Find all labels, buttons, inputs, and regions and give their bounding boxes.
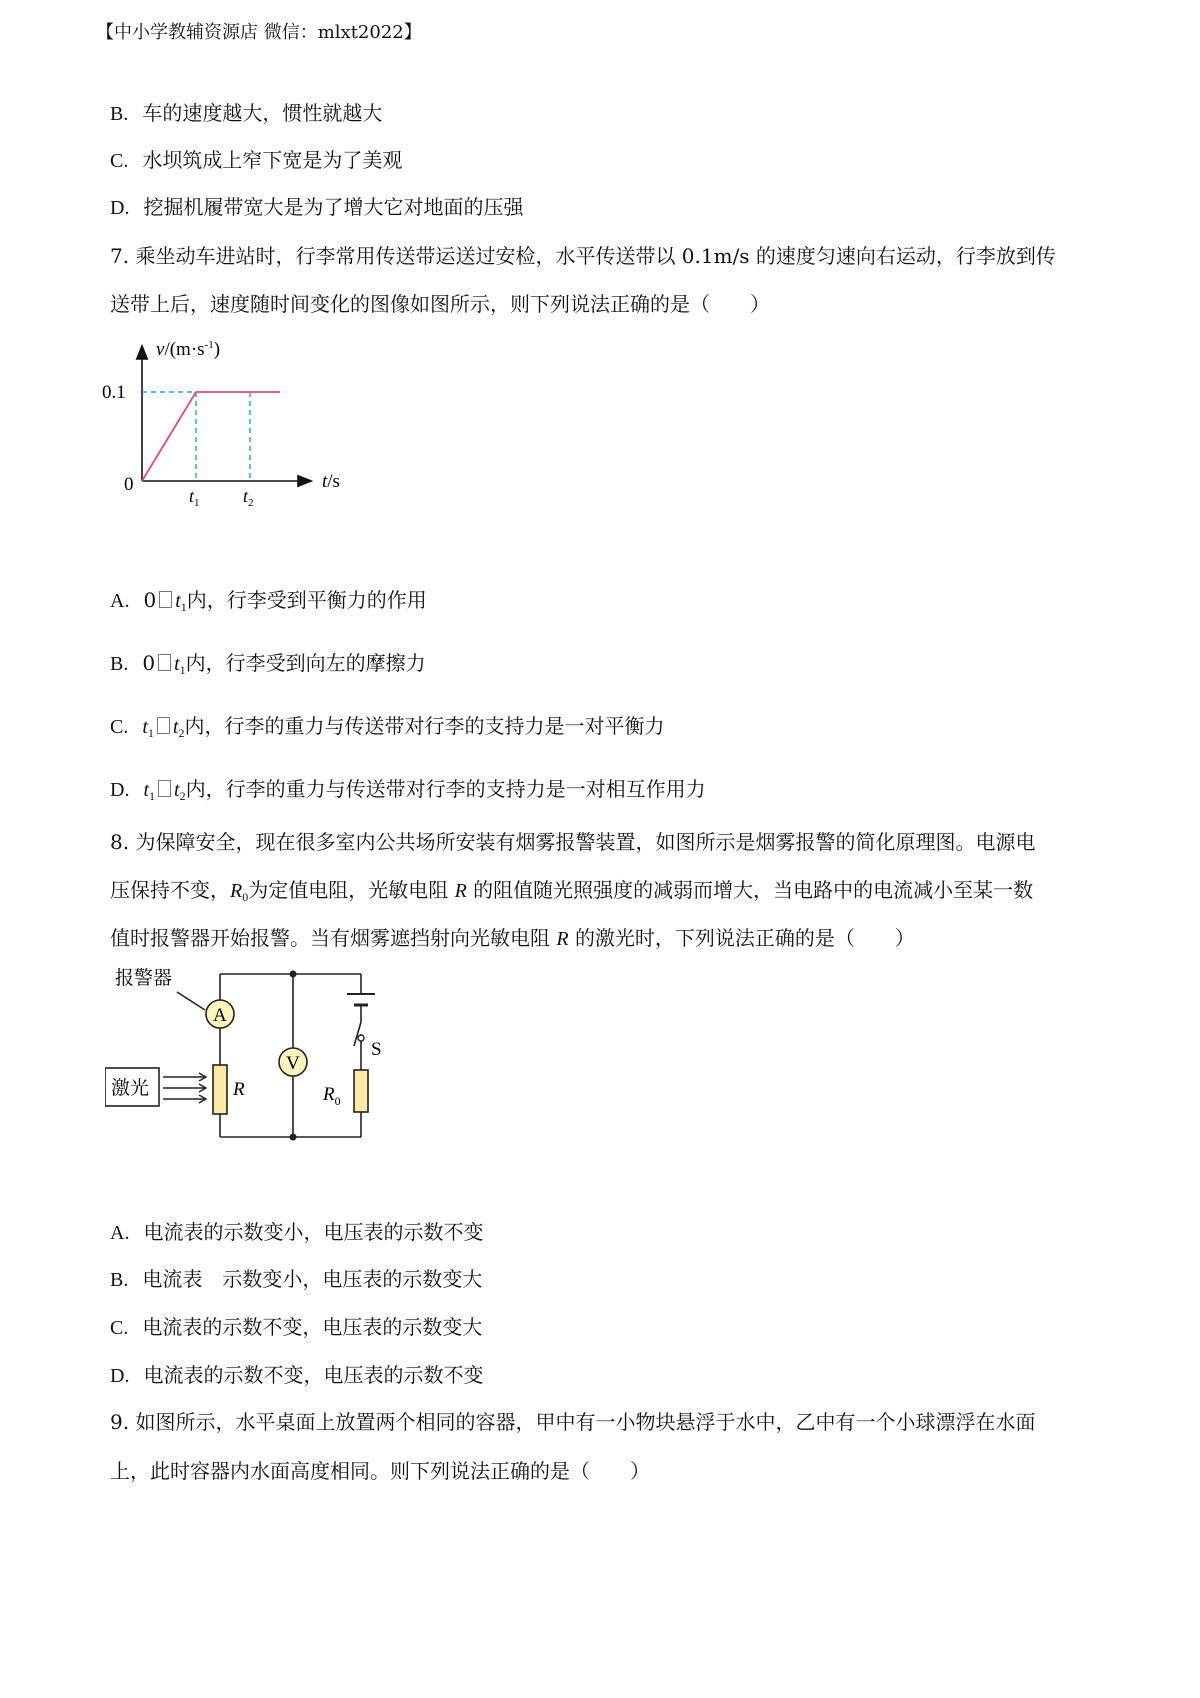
q9-stem-line1: 9. 如图所示，水平桌面上放置两个相同的容器，甲中有一小物块悬浮于水中，乙中有一个小球漂浮在水面: [110, 1410, 1036, 1434]
q6-option-d[interactable]: [110, 194, 523, 221]
text-segment: 的激光时，下列说法正确的是（ ）: [574, 926, 915, 950]
option-letter: B.: [110, 1269, 129, 1291]
option-letter: A.: [110, 590, 130, 612]
q6-option-b[interactable]: [110, 100, 382, 127]
photoresistor-r: [213, 1065, 227, 1114]
option-letter: A.: [110, 1222, 130, 1244]
page-header: 【中小学教辅资源店 微信：mlxt2022】: [96, 22, 422, 43]
r-symbol: R: [454, 880, 467, 902]
text-segment: 值时报警器开始报警。当有烟雾遮挡射向光敏电阻: [110, 926, 550, 950]
option-letter: C.: [110, 1317, 129, 1339]
option-text: 车的速度越大，惯性就越大: [142, 101, 383, 125]
time-symbol: t: [174, 653, 180, 675]
time-symbol: t: [142, 716, 148, 738]
option-letter: B.: [110, 103, 129, 125]
time-symbol: t: [172, 716, 179, 738]
option-letter: D.: [110, 779, 130, 801]
junction-dot: [290, 1134, 297, 1141]
q8-stem-line1: 8. 为保障安全，现在很多室内公共场所安装有烟雾报警装置，如图所示是烟雾报警的简化原理图。电源电: [110, 830, 1036, 854]
option-letter: D.: [110, 197, 130, 219]
option-text: 电流表的示数变小，电压表的示数不变: [143, 1220, 484, 1244]
q8-option-c[interactable]: [110, 1314, 482, 1341]
option-text: 内，行李受到向左的摩擦力: [185, 651, 426, 675]
q7-option-d[interactable]: [110, 776, 706, 809]
option-letter: C.: [110, 150, 129, 172]
option-text: 水坝筑成上窄下宽是为了美观: [142, 148, 403, 172]
t1-tick-label: $t_1$: [189, 486, 200, 509]
time-subscript: 1: [147, 726, 154, 740]
laser-rays: [163, 1073, 206, 1103]
resistor-r-label: R: [233, 1079, 245, 1100]
text-segment: 为定值电阻，光敏电阻: [248, 878, 449, 902]
q7-option-a[interactable]: [110, 587, 427, 620]
laser-label: 激光: [111, 1077, 150, 1099]
fixed-resistor-r0: [354, 1070, 368, 1112]
switch-label: S: [371, 1039, 382, 1060]
missing-glyph-icon: [158, 780, 171, 797]
time-subscript: 2: [179, 789, 186, 803]
velocity-curve: [142, 392, 280, 481]
time-symbol: t: [174, 779, 180, 801]
junction-dot: [290, 971, 297, 978]
range-start: 0: [143, 588, 157, 612]
q8-stem-line3: [110, 925, 915, 952]
q7-stem-line2: 送带上后，速度随时间变化的图像如图所示，则下列说法正确的是（ ）: [110, 292, 770, 316]
switch-contact: [358, 1035, 364, 1041]
q8-option-d[interactable]: [110, 1362, 483, 1389]
option-text: 挖掘机履带宽大是为了增大它对地面的压强: [143, 195, 524, 219]
option-text: 电流表的示数不变，电压表的示数变大: [142, 1315, 483, 1339]
time-subscript: 1: [180, 600, 187, 614]
q7-stem-line1: 7. 乘坐动车进站时，行李常用传送带运送过安检，水平传送带以 0.1m/s 的速度匀速向右运动，行李放到传: [110, 244, 1056, 268]
option-text: 内，行李的重力与传送带对行李的支持力是一对相互作用力: [185, 777, 706, 801]
option-text: 电流表 示数变小，电压表的示数变大: [142, 1267, 483, 1291]
option-text: 电流表的示数不变，电压表的示数不变: [143, 1363, 484, 1387]
text-segment: 压保持不变，: [110, 878, 230, 902]
q8-option-b[interactable]: [110, 1266, 482, 1293]
r0-subscript: 0: [242, 890, 249, 904]
option-letter: D.: [110, 1365, 130, 1387]
text-segment: 的阻值随光照强度的减弱而增大，当电路中的电流减小至某一数: [473, 878, 1034, 902]
option-letter: B.: [110, 653, 129, 675]
velocity-time-graph: [100, 335, 360, 515]
q7-option-c[interactable]: [110, 713, 664, 746]
t2-tick-label: $t_2$: [243, 486, 254, 509]
voltmeter-label: V: [286, 1053, 300, 1074]
time-symbol: t: [175, 590, 181, 612]
r0-symbol: R: [230, 880, 243, 902]
q8-option-a[interactable]: [110, 1219, 483, 1246]
ammeter-label: A: [213, 1005, 227, 1026]
missing-glyph-icon: [158, 654, 171, 671]
time-subscript: 2: [178, 726, 185, 740]
option-text: 内，行李的重力与传送带对行李的支持力是一对平衡力: [184, 714, 665, 738]
origin-label: 0: [124, 474, 134, 495]
smoke-alarm-circuit: [105, 962, 405, 1152]
time-subscript: 1: [149, 789, 156, 803]
x-axis-label: t/s: [322, 471, 340, 492]
missing-glyph-icon: [159, 591, 172, 608]
time-subscript: 1: [179, 663, 186, 677]
resistor-r0-label: $R_0$: [323, 1084, 341, 1108]
y-axis-label: $v/(m\cdot s^{-1})$: [156, 339, 221, 360]
q7-option-b[interactable]: [110, 650, 426, 683]
range-start: 0: [142, 651, 156, 675]
r-symbol: R: [556, 928, 569, 950]
switch-blade: [354, 1022, 361, 1046]
alarm-label: 报警器: [115, 967, 173, 989]
q9-stem-line2: 上，此时容器内水面高度相同。则下列说法正确的是（ ）: [110, 1459, 650, 1483]
time-symbol: t: [143, 779, 150, 801]
option-letter: C.: [110, 716, 129, 738]
q6-option-c[interactable]: [110, 147, 402, 174]
q8-stem-line2: [110, 877, 1033, 910]
option-text: 内，行李受到平衡力的作用: [186, 588, 427, 612]
missing-glyph-icon: [157, 717, 170, 734]
y-tick-label: 0.1: [102, 382, 126, 403]
